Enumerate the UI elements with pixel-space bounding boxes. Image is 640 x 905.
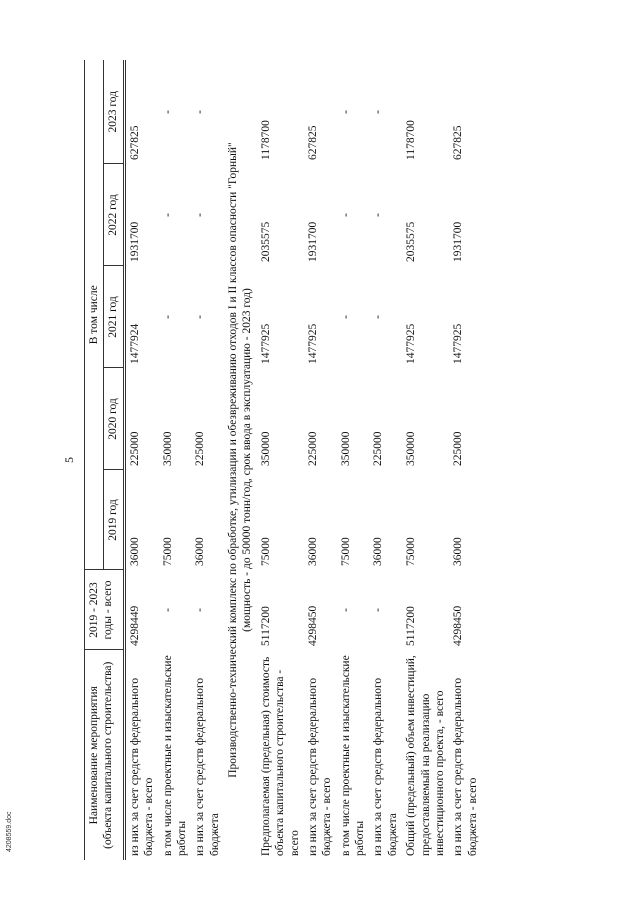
row-label: Предполагаемая (предельная) стоимость объекта капитального строительства - всего [259,656,301,856]
cell-2023: - [194,110,207,114]
cell-2023: 1178700 [405,120,418,160]
cell-2019: 36000 [452,537,465,566]
cell-2021: - [372,315,385,319]
table-row [191,60,224,860]
cell-2020: 225000 [452,431,465,466]
table-row [449,60,482,860]
cell-2020: 225000 [194,431,207,466]
section-title-row [224,60,257,860]
cell-2020: 350000 [161,431,174,466]
cell-total: - [161,608,174,612]
cell-2019: 75000 [161,537,174,566]
row-label: из них за счет средств федерального бюджета - всего [128,677,156,856]
cell-total: 5117200 [405,606,418,646]
row-label: в том числе проектные и изыскательские работы [339,655,366,856]
cell-2019: 75000 [405,537,418,566]
row-label: Общий (предельный) объем инвестиций, предоставляемый на реализацию инвестиционного проекта, - всего [405,655,446,856]
cell-2023: - [161,110,174,114]
header-year-2020: 2020 год [104,368,124,470]
section-title-line2: (мощность - до 50000 тонн/год, срок ввода в эксплуатацию - 2023 год) [241,288,254,632]
cell-2022: 2035575 [259,221,272,262]
row-label: из них за счет средств федерального бюджета - всего [452,677,479,856]
cell-2020: 350000 [405,431,418,466]
cell-2022: - [194,213,207,217]
file-reference [0,800,40,860]
cell-2021: - [194,315,207,319]
cell-2023: 627825 [306,125,319,160]
cell-2023: - [339,110,352,114]
row-label: из них за счет средств федерального бюджета [194,677,221,856]
table-row [257,60,304,860]
cell-2022: 2035575 [405,221,418,262]
header-total-line1: 2019 - 2023 [88,582,100,638]
header-name-line2: (объекта капитального строительства) [102,661,115,849]
row-label: в том числе проектные и изыскательские работы [161,655,188,856]
header-total-line2: годы - всего [102,580,115,640]
cell-total: - [339,608,352,612]
table-row [402,60,449,860]
cell-2021: 1477925 [452,323,465,364]
table-header [85,60,125,860]
cell-2019: 36000 [194,537,207,566]
file-reference-text: 4208559.doc [6,811,13,852]
cell-2022: - [339,213,352,217]
cell-2023: 627825 [452,125,465,160]
table-row [159,60,192,860]
cell-2020: 350000 [339,431,352,466]
cell-2020: 350000 [259,431,272,466]
cell-total: 5117200 [259,606,272,646]
cell-2020: 225000 [306,431,319,466]
cell-2023: 1178700 [259,120,272,160]
table-row [337,60,370,860]
header-name-line1: Наименование мероприятия [88,686,100,825]
cell-total: 4298450 [306,605,319,646]
table-row [369,60,402,860]
row-label: из них за счет средств федерального бюджета [372,677,399,856]
page-number: 5 [62,457,76,463]
cell-2020: 225000 [128,431,141,466]
header-year-2019: 2019 год [104,470,124,570]
cell-2022: - [372,213,385,217]
cell-2021: - [339,315,352,319]
cell-total: 4298450 [452,605,465,646]
table-row [124,60,158,860]
cell-2019: 75000 [339,537,352,566]
header-year-2023: 2023 год [104,60,124,164]
cell-2019: 75000 [259,537,272,566]
cell-2019: 36000 [128,537,141,566]
cell-2023: 627825 [128,125,141,160]
cell-2020: 225000 [372,431,385,466]
cell-2019: 36000 [306,537,319,566]
cell-2022: 1931700 [306,221,319,262]
cell-total: 4298449 [128,605,141,646]
cell-2022: - [161,213,174,217]
rotated-table-area [60,60,580,860]
table-row [304,60,337,860]
header-year-2021: 2021 год [104,266,124,368]
cell-2022: 1931700 [128,221,141,262]
header-name-cell [85,650,125,860]
cell-2021: 1477925 [405,323,418,364]
cell-2019: 36000 [372,537,385,566]
header-year-2022: 2022 год [104,164,124,266]
cell-2023: - [372,110,385,114]
investment-table [84,60,482,860]
section-title [224,60,257,860]
cell-total: - [372,608,385,612]
header-total-cell [85,570,125,650]
header-including: В том числе [85,60,104,570]
cell-2021: 1477924 [128,323,141,364]
cell-2021: - [161,315,174,319]
section-title-line1: Производственно-технический комплекс по обработке, утилизации и обезвреживанию отходов I и II классов опасности "Горный" [227,142,239,778]
cell-2021: 1477925 [306,323,319,364]
cell-2021: 1477925 [259,323,272,364]
cell-total: - [194,608,207,612]
row-label: из них за счет средств федерального бюджета - всего [306,677,334,856]
cell-2022: 1931700 [452,221,465,262]
